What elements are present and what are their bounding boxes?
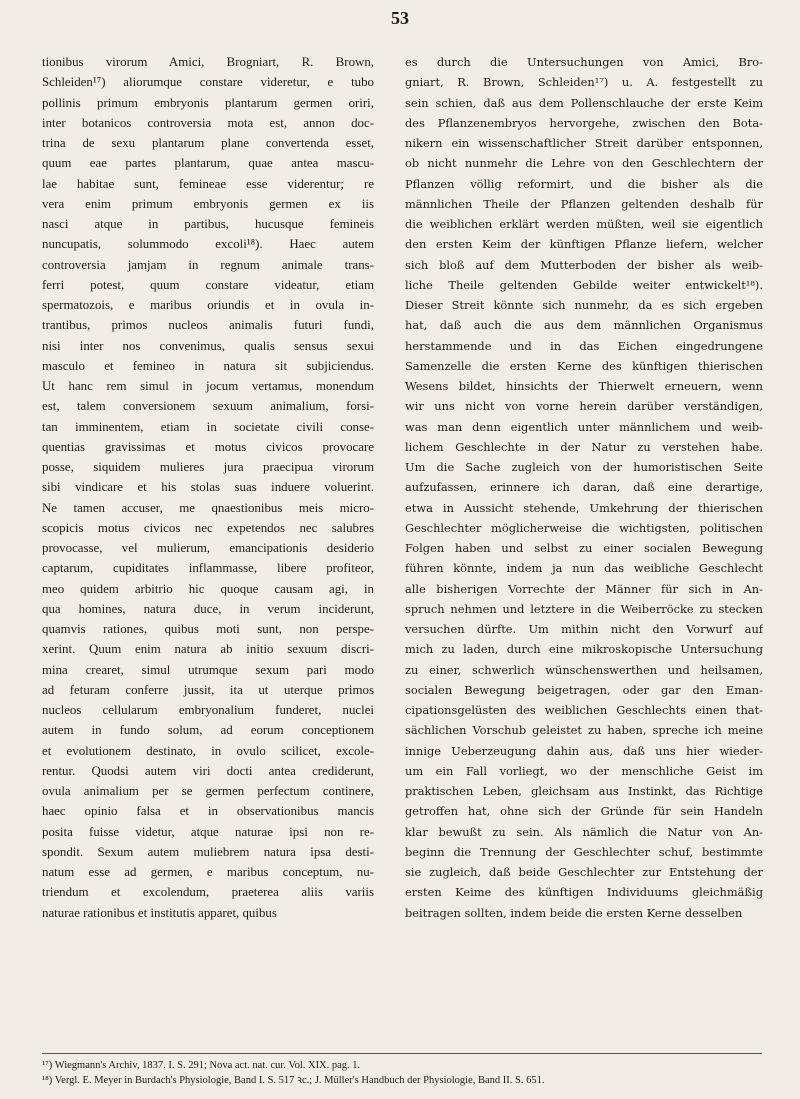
text-line: Dieser Streit könnte sich nunmehr, da es sich ergeben bbox=[405, 298, 763, 312]
footnote: ¹⁷) Wiegmann's Archiv, 1837. I. S. 291; Nova act. nat. cur. Vol. XIX. pag. 1. bbox=[42, 1060, 361, 1071]
text-line: nasci atque in partibus, hucusque femineis bbox=[42, 217, 374, 231]
text-line: beginn die Trennung der Geschlechter schuf, bestimmte bbox=[405, 844, 763, 859]
text-line: tionibus virorum Amici, Brogniart, R. Brown, bbox=[42, 55, 374, 69]
text-line: posita fuisse videtur, atque naturae ipsi non re- bbox=[42, 824, 374, 839]
text-line: nuncupatis, solummodo excoli¹⁸). Haec autem bbox=[42, 237, 374, 252]
text-line: quamvis rationes, quibus moti sunt, non perspe- bbox=[42, 622, 374, 636]
text-line: versuchen dürfte. Um mithin nicht den Vorwurf auf bbox=[405, 622, 763, 636]
text-line: xerint. Quum enim natura ab initio sexuum discri- bbox=[42, 642, 374, 657]
text-line: rentur. Quodsi autem viri docti antea crediderunt, bbox=[42, 763, 374, 778]
text-line: männlichen Theile der Pflanzen geltenden deshalb für bbox=[405, 196, 763, 211]
text-line: spermatozois, e maribus oriundis et in ovula in- bbox=[42, 298, 374, 312]
text-line: sibi vindicare et his stolas suas induere voluerint. bbox=[42, 480, 374, 495]
text-line: ersten Keime des künftigen Individuums gleichmäßig bbox=[405, 885, 763, 900]
text-line: nikern ein wissenschaftlicher Streit darüber entsponnen, bbox=[405, 136, 763, 150]
text-line: sein schien, daß aus dem Pollenschlauche der erste Keim bbox=[405, 95, 763, 110]
text-line: naturae rationibus et institutis apparet, quibus bbox=[42, 905, 277, 920]
footnote: ¹⁸) Vergl. E. Meyer in Burdach's Physiologie, Band I. S. 517 ꝛc.; J. Müller's Handbuch der Physiologie, Band II. S. 651. bbox=[42, 1075, 545, 1086]
text-line: cipationsgelüsten des weiblichen Geschlechts einen that- bbox=[405, 703, 763, 717]
text-line: mina crearet, simul utrumque sexum pari modo bbox=[42, 662, 374, 677]
text-line: lae habitae sunt, femineae esse viderentur; re bbox=[42, 176, 374, 191]
text-line: Ut hanc rem simul in jocum vertamus, monendum bbox=[42, 379, 374, 393]
text-line: wir uns nicht von vorne herein darüber verständigen, bbox=[405, 399, 763, 414]
text-line: sie zugleich, daß beide Geschlechter zur Entstehung der bbox=[405, 865, 763, 879]
text-line: triendum et excolendum, praeterea aliis variis bbox=[42, 885, 374, 900]
text-line: aufzufassen, erinnere ich daran, daß eine derartige, bbox=[405, 480, 763, 495]
text-line: controversia jamjam in regnum animale trans- bbox=[42, 257, 374, 272]
text-line: Geschlechter möglicherweise die wichtigsten, politischen bbox=[405, 520, 763, 535]
text-line: zu einer, schwerlich wünschenswerthen und heilsamen, bbox=[405, 662, 763, 677]
text-line: hat, daß auch die aus dem männlichen Organismus bbox=[405, 318, 763, 333]
text-line: nucleos cellularum embryonalium funderet, nuclei bbox=[42, 703, 374, 717]
german-text-column bbox=[405, 52, 763, 923]
text-line: Folgen haben und selbst zu einer socialen Bewegung bbox=[405, 541, 763, 555]
text-line: beitragen sollten, indem beide die ersten Kerne desselben bbox=[405, 905, 743, 920]
text-line: ob nicht nunmehr die Lehre von den Geschlechtern der bbox=[405, 156, 763, 171]
text-line: ad feturam conferre jussit, ita ut uterque primos bbox=[42, 682, 374, 697]
text-line: scopicis motus civicos nec expetendos nec salubres bbox=[42, 520, 374, 535]
text-line: Wesens bildet, hinsichts der Thierwelt erneuern, wenn bbox=[405, 379, 763, 393]
text-line: herstammende und in das Eichen eingedrungene bbox=[405, 338, 763, 353]
text-line: Ne tamen accuser, me qnaestionibus meis micro- bbox=[42, 500, 374, 515]
text-line: Samenzelle die ersten Kerne des künftigen thierischen bbox=[405, 358, 763, 373]
text-line: etwa in Aussicht stehende, Umkehrung der thierischen bbox=[405, 500, 763, 515]
text-line: provocasse, vel mulierum, emancipationis desiderio bbox=[42, 541, 374, 555]
text-line: des Pflanzenembryos hervorgehe, zwischen den Bota- bbox=[405, 115, 763, 130]
text-line: spondit. Sexum autem muliebrem natura ipsa desti- bbox=[42, 844, 374, 859]
text-line: praktischen Leben, gleichsam aus Instinkt, das Richtige bbox=[405, 784, 763, 798]
text-line: führen könnte, indem ja nun das weibliche Geschlecht bbox=[405, 561, 763, 576]
footnotes bbox=[42, 1058, 782, 1088]
text-line: den ersten Keim der künftigen Pflanze liefern, welcher bbox=[405, 237, 763, 252]
text-line: haec opinio falsa et in observationibus mancis bbox=[42, 804, 374, 819]
text-line: vera enim primum embryonis germen ex iis bbox=[42, 196, 374, 211]
text-line: Um die Sache zugleich von der humoristischen Seite bbox=[405, 460, 763, 474]
text-line: posse, siquidem mulieres jura praecipua virorum bbox=[42, 460, 374, 474]
text-line: pollinis primum embryonis plantarum germen oriri, bbox=[42, 95, 374, 110]
text-line: lichem Geschlechte in der Natur zu verstehen habe. bbox=[405, 439, 763, 454]
text-line: meo quidem arbitrio hic quoque causam agi, in bbox=[42, 581, 374, 596]
text-line: est, talem conversionem sexuum animalium, forsi- bbox=[42, 399, 374, 414]
text-line: es durch die Untersuchungen von Amici, Bro- bbox=[405, 55, 763, 69]
text-line: quentias gravissimas et motus civicos provocare bbox=[42, 439, 374, 454]
text-line: liche Theile geltenden Gebilde weiter entwickelt¹⁸). bbox=[405, 277, 763, 292]
text-line: alle bisherigen Vorrechte der Männer für sich in An- bbox=[405, 581, 763, 596]
text-line: getroffen hat, ohne sich der Gründe für sein Handeln bbox=[405, 804, 763, 819]
footnote-divider bbox=[42, 1053, 762, 1054]
text-line: gniart, R. Brown, Schleiden¹⁷) u. A. festgestellt zu bbox=[405, 75, 763, 90]
text-line: Schleiden¹⁷) aliorumque constare videretur, e tubo bbox=[42, 75, 374, 90]
text-line: ferri potest, quum constare videatur, etiam bbox=[42, 277, 374, 292]
text-line: qua homines, natura duce, in verum inciderunt, bbox=[42, 601, 374, 616]
text-line: klar bewußt zu sein. Als nämlich die Natur von An- bbox=[405, 824, 763, 839]
text-line: sächlichen Vorschub geleistet zu haben, spreche ich meine bbox=[405, 723, 763, 738]
text-line: spruch nehmen und letztere in die Weiberröcke zu stecken bbox=[405, 601, 763, 616]
text-line: captarum, cupiditates inflammasse, libere profiteor, bbox=[42, 561, 374, 576]
text-line: trantibus, primos nucleos animalis futuri fundi, bbox=[42, 318, 374, 333]
latin-text-column bbox=[42, 52, 374, 923]
text-line: was man denn eigentlich unter männlichem und weib- bbox=[405, 419, 763, 434]
text-line: autem in fundo solum, ad eorum conceptionem bbox=[42, 723, 374, 738]
text-line: masculo et femineo in natura sit subjiciendus. bbox=[42, 358, 374, 373]
text-line: mich zu laden, durch eine mikroskopische Untersuchung bbox=[405, 642, 763, 657]
text-line: um ein Fall vorliegt, wo der menschliche Geist im bbox=[405, 763, 763, 778]
text-line: die weiblichen erklärt werden müßten, weil sie eigentlich bbox=[405, 217, 763, 231]
text-line: Pflanzen völlig reformirt, und die bisher als die bbox=[405, 176, 763, 191]
text-line: natum esse ad germen, e maribus conceptum, nu- bbox=[42, 865, 374, 879]
text-line: innige Ueberzeugung dahin aus, daß uns hier wieder- bbox=[405, 743, 763, 758]
text-line: nisi inter nos convenimus, qualis sensus sexui bbox=[42, 338, 374, 353]
text-line: sich bloß auf dem Mutterboden der bisher als weib- bbox=[405, 257, 763, 272]
text-line: inter botanicos controversia mota est, annon doc- bbox=[42, 115, 374, 130]
text-line: et evolutionem destinato, in ovulo scilicet, excole- bbox=[42, 743, 374, 758]
text-line: ovula animalium per se germen perfectum continere, bbox=[42, 784, 374, 798]
text-line: trina de sexu plantarum plane convertenda esset, bbox=[42, 136, 374, 150]
page-number: 53 bbox=[391, 8, 409, 28]
text-line: socialen Bewegung beigetragen, oder gar den Eman- bbox=[405, 682, 763, 697]
text-line: quum eae partes plantarum, quae antea mascu- bbox=[42, 156, 374, 171]
text-line: tan imminentem, etiam in societate civili conse- bbox=[42, 419, 374, 434]
